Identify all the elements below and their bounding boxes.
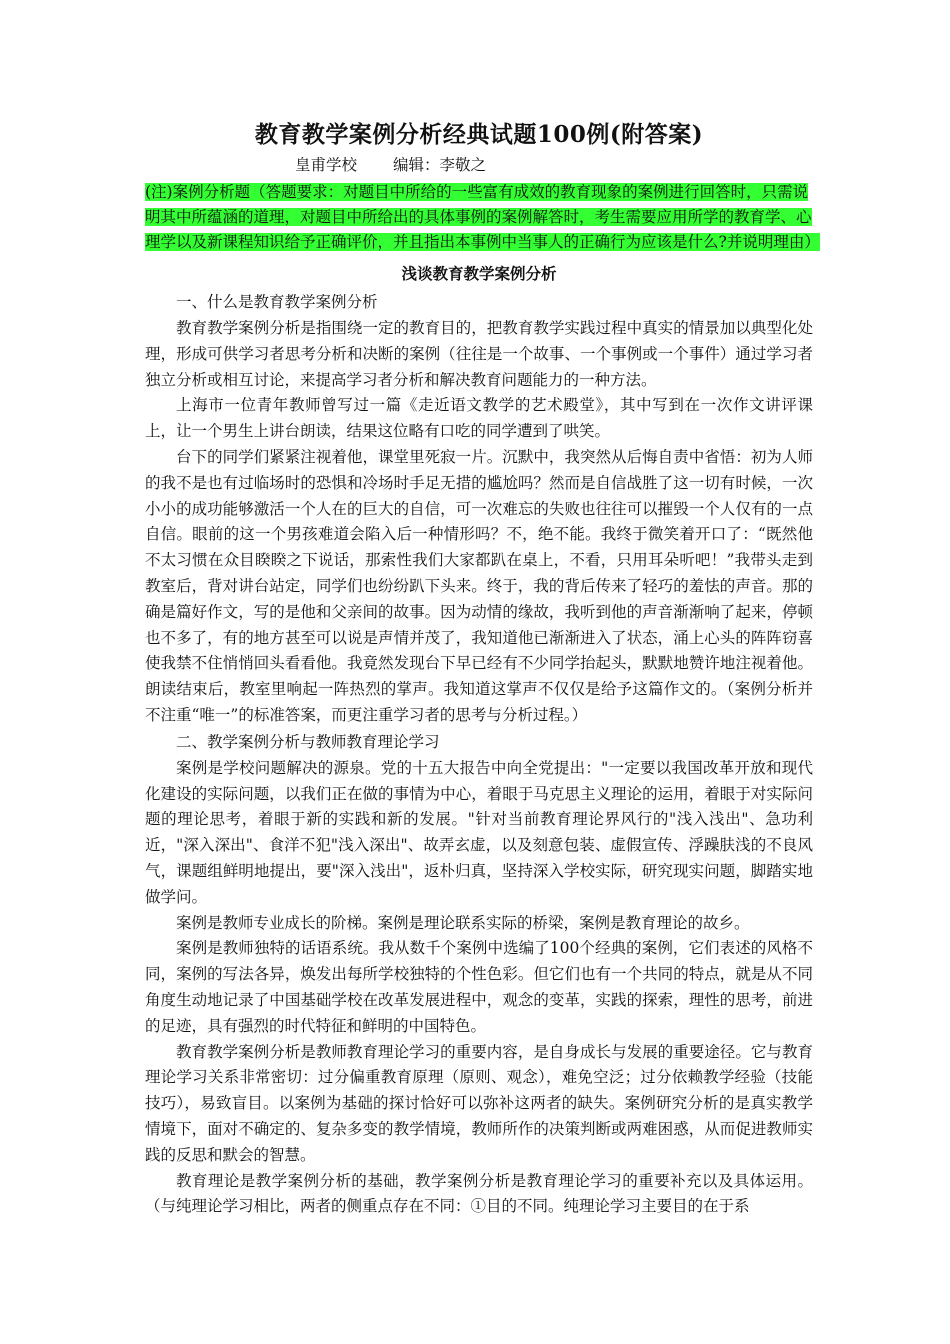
answer-requirement-note [145,180,820,255]
paragraph-case-ladder: 案例是教师专业成长的阶梯。案例是理论联系实际的桥梁，案例是教育理论的故乡。 [176,913,750,932]
paragraph-theory-foundation: 教育理论是教学案例分析的基础，教学案例分析是教育理论学习的重要补充以及具体运用。（与纯理论学习相比，两者的侧重点存在不同：①目的不同。纯理论学习主要目的在于系 [145,1171,813,1216]
paragraph-case-discourse: 案例是教师独特的话语系统。我从数千个案例中选编了100个经典的案例，它们表述的风格不同，案例的写法各异，焕发出每所学校独特的个性色彩。但它们也有一个共同的特点，就是从不同角度生动地记录了中国基础学校在改革发展进程中，观念的变革，实践的探索，理性的思考，前进的足迹，具有强烈的时代特征和鲜明的中国特色。 [145,939,813,1035]
heading-case-and-theory: 二、教学案例分析与教师教育理论学习 [176,732,440,751]
paragraph-case-intro: 上海市一位青年教师曾写过一篇《走近语文教学的艺术殿堂》，其中写到在一次作文讲评课上，让一个男生上讲台朗读，结果这位略有口吃的同学遭到了哄笑。 [145,396,813,441]
highlighted-note-text: (注)案例分析题（答题要求：对题目中所给的一些富有成效的教育现象的案例进行回答时，只需说明其中所蕴涵的道理，对题目中所给出的具体事例的案例解答时，考生需要应用所学的教育学、心理学以及新课程知识给予正确评价，并且指出本事例中当事人的正确行为应该是什么?并说明理由） [145,183,820,251]
school-name: 皇甫学校 [295,156,358,174]
document-page [145,118,820,1220]
document-title: 教育教学案例分析经典试题100例(附答案) [254,121,704,148]
heading-what-is-case-analysis: 一、什么是教育教学案例分析 [176,293,378,311]
byline [145,152,813,178]
paragraph-definition: 教育教学案例分析是指围绕一定的教育目的，把教育教学实践过程中真实的情景加以典型化处理，形成可供学习者思考分析和决断的案例（往往是一个故事、一个事例或一个事件）通过学习者独立分析或相互讨论，来提高学习者分析和解决教育问题能力的一种方法。 [145,319,813,389]
section-subtitle: 浅谈教育教学案例分析 [401,264,557,283]
editor-name: 编辑：李敬之 [393,156,487,174]
paragraph-case-story: 台下的同学们紧紧注视着他，课堂里死寂一片。沉默中，我突然从后悔自责中省悟：初为人师的我不是也有过临场时的恐惧和冷场时手足无措的尴尬吗？然而是自信战胜了这一切有时候，一次小小的成功能够激活一个人在的巨大的自信，可一次难忘的失败也往往可以摧毁一个人仅有的一点自信。眼前的这一个男孩难道会陷入后一种情形吗？不，绝不能。我终于微笑着开口了：“既然他不太习惯在众目睽睽之下说话，那索性我们大家都趴在桌上，不看，只用耳朵听吧！”我带头走到教室后，背对讲台站定，同学们也纷纷趴下头来。终于，我的背后传来了轻巧的羞怯的声音。那的确是篇好作文，写的是他和父亲间的故事。因为动情的缘故，我听到他的声音渐渐响了起来，停顿也不多了，有的地方甚至可以说是声情并茂了，我知道他已渐渐进入了状态，涌上心头的阵阵窃喜使我禁不住悄悄回头看看他。我竟然发现台下早已经有不少同学抬起头，默默地赞许地注视着他。朗读结束后，教室里响起一阵热烈的掌声。我知道这掌声不仅仅是给予这篇作文的。（案例分析并不注重“唯一”的标准答案，而更注重学习者的思考与分析过程。） [145,447,813,724]
paragraph-case-theory-relation: 教育教学案例分析是教师教育理论学习的重要内容，是自身成长与发展的重要途径。它与教育理论学习关系非常密切：过分偏重教育原理（原则、观念），难免空泛；过分依赖教学经验（技能技巧），易致盲目。以案例为基础的探讨恰好可以弥补这两者的缺失。案例研究分析的是真实教学情境下，面对不确定的、复杂多变的教学情境，教师所作的决策判断或两难困惑，从而促进教师实践的反思和默会的智慧。 [145,1042,813,1164]
paragraph-case-source: 案例是学校问题解决的源泉。党的十五大报告中向全党提出："一定要以我国改革开放和现代化建设的实际问题，以我们正在做的事情为中心，着眼于马克思主义理论的运用，着眼于对实际问题的理论思考，着眼于新的实践和新的发展。"针对当前教育理论界风行的"浅入浅出"、急功利近，"深入深出"、食洋不犯"浅入深出"、故弄玄虚，以及刻意包装、虚假宣传、浮躁肤浅的不良风气，课题组鲜明地提出，要"深入浅出"，返朴归真，坚持深入学校实际，研究现实问题，脚踏实地做学问。 [145,758,813,906]
